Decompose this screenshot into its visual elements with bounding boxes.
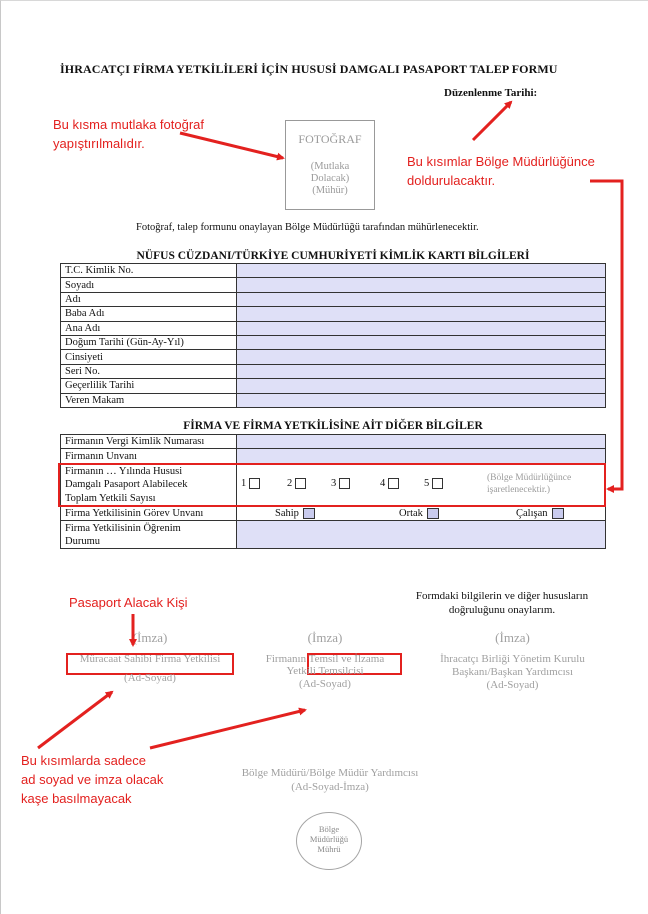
annotation-line: Bu kısma mutlaka fotoğraf [53,117,205,132]
signature-imza: (İmza) [132,630,168,645]
arrow-region [590,181,622,489]
identity-row-label: Veren Makam [61,393,237,407]
identity-row-label: Doğum Tarihi (Gün-Ay-Yıl) [61,335,237,349]
count-option-label: 3 [331,478,337,490]
role-label: Firma Yetkilisinin Görev Unvanı [61,506,237,520]
label-line: Toplam Yetkili Sayısı [65,492,156,504]
role-option-label: Ortak [399,507,423,519]
annotation-line: Bu kısımlar Bölge Müdürlüğünce [407,154,595,169]
union-name: (Ad-Soyad) [486,679,539,691]
label-line: Damgalı Pasaport Alabilecek [65,479,188,491]
annotation-line: doldurulacaktır. [407,173,496,188]
photo-note-line: Dolacak) [310,173,350,184]
annotation-line: Bu kısımlarda sadece [21,753,147,768]
identity-row-label: Geçerlilik Tarihi [61,379,237,393]
label-line: Firma Yetkilisinin Öğrenim [65,522,181,534]
count-option-label: 5 [424,478,430,490]
approval-line: Formdaki bilgilerin ve diğer hususların [415,590,589,602]
label-line: Durumu [65,535,100,547]
representative-name: (Ad-Soyad) [299,678,351,690]
union-title-2: Başkanı/Başkan Yardımcısı [452,666,573,678]
title-part: Temsil ve İlzama [308,653,385,665]
count-option-label: 2 [287,478,293,490]
identity-row-label: Ana Adı [61,321,237,335]
issue-date-label: Düzenlenme Tarihi: [444,87,538,99]
seal-line: Mührü [317,844,341,854]
firm-heading: FİRMA VE FİRMA YETKİLİSİNE AİT DİĞER BİLGİLER [183,420,483,432]
identity-row-label: Seri No. [61,364,237,378]
identity-row-label: Soyadı [61,278,237,292]
count-option-label: 1 [241,478,247,490]
form-title: İHRACATÇI FİRMA YETKİLİLERİ İÇİN HUSUSİ DAMGALI PASAPORT TALEP FORMU [60,62,558,76]
identity-row-label: Adı [61,292,237,306]
union-title-1: İhracatçı Birliği Yönetim Kurulu [440,653,585,665]
firm-title-label: Firmanın Unvanı [61,449,237,463]
note-line: (Bölge Müdürlüğünce [487,473,572,484]
identity-heading: NÜFUS CÜZDANI/TÜRKİYE CUMHURİYETİ KİMLİK KARTI BİLGİLERİ [136,250,530,262]
arrow-applicant [38,692,112,748]
signature-imza: (İmza) [495,630,530,645]
regional-title: Bölge Müdürü/Bölge Müdür Yardımcısı [241,767,419,779]
approval-line: doğruluğunu onaylarım. [448,604,556,616]
annotation-line: ad soyad ve imza olacak [21,772,164,787]
identity-row-label: Cinsiyeti [61,350,237,364]
applicant-name: (Ad-Soyad) [124,672,176,684]
signature-imza: (İmza) [307,630,343,645]
applicant-title: Müracaat Sahibi Firma Yetkilisi [79,653,221,665]
count-option-label: 4 [380,478,386,490]
tax-id-label: Firmanın Vergi Kimlik Numarası [61,435,237,449]
role-option-label: Çalışan [516,507,548,519]
note-line: işaretlenecektir.) [487,485,551,496]
annotation-line: yapıştırılmalıdır. [53,136,145,151]
photo-caption: Fotoğraf, talep formunu onaylayan Bölge Müdürlüğü tarafından mühürlenecektir. [136,222,479,233]
photo-note-line: (Mutlaka [310,161,350,172]
representative-title-2: Yetkili Temsilcisi [286,665,364,677]
title-part: Firmanın [265,653,309,665]
arrow-representative [150,710,305,748]
photo-note-line: (Mühür) [312,185,348,196]
photo-title: FOTOĞRAF [298,132,362,146]
arrow-date [473,102,511,140]
seal-line: Müdürlüğü [309,834,349,844]
role-option-label: Sahip [275,507,299,519]
seal-line: Bölge [318,824,340,834]
identity-row-label: Baba Adı [61,307,237,321]
label-line: Firmanın … Yılında Hususi [65,465,183,477]
passport-person-annotation: Pasaport Alacak Kişi [69,595,188,610]
annotation-line: kaşe basılmayacak [21,791,132,806]
arrow-photo [180,133,283,158]
regional-name: (Ad-Soyad-İmza) [291,781,369,793]
identity-row-label: T.C. Kimlik No. [61,264,237,278]
